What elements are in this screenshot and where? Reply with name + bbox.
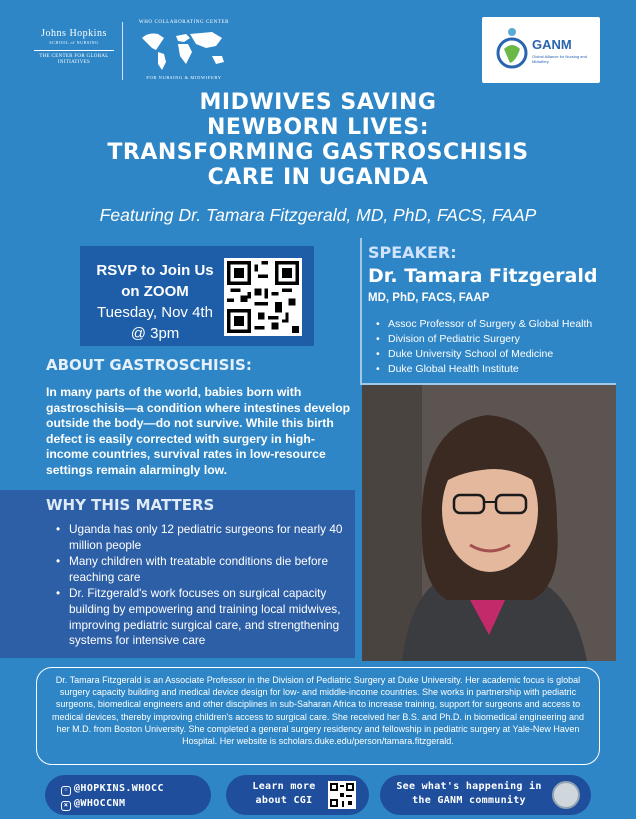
event-time: @ 3pm (130, 325, 180, 342)
social-handles-pill (45, 775, 211, 815)
rsvp-line-2: on ZOOM (121, 283, 189, 300)
list-item: • Many children with treatable conditions die before reaching care (56, 554, 354, 585)
who-collaborating-center-logo: WHO COLLABORATING CENTER FOR NURSING & MIDWIFERY (128, 20, 240, 82)
list-item: • Uganda has only 12 pediatric surgeons for nearly 40 million people (56, 522, 354, 553)
speaker-divider-vertical (360, 238, 362, 384)
x-link[interactable]: × @WHOCCNM (61, 798, 125, 811)
featuring-subtitle: Featuring Dr. Tamara Fitzgerald, MD, PhD, FACS, FAAP (99, 205, 537, 225)
about-body: In many parts of the world, babies born with gastroschisis—a condition where intestines develop outside the body—do not survive. While this birth defect is easily corrected with surgery in high-income countries, survival rates in low-resource settings remain alarmingly low. (46, 385, 351, 477)
speaker-credentials: MD, PhD, FACS, FAAP (368, 292, 490, 304)
list-item: • Duke University School of Medicine (376, 347, 592, 362)
list-item: • Division of Pediatric Surgery (376, 332, 592, 347)
about-heading: ABOUT GASTROSCHISIS: (46, 356, 252, 374)
ganm-globe-icon (496, 27, 528, 71)
instagram-link[interactable]: ◦ @HOPKINS.WHOCC (61, 783, 164, 796)
ganm-community-pill[interactable]: See what's happening in the GANM community (380, 775, 591, 815)
world-map-icon (136, 28, 232, 74)
johns-hopkins-logo: Johns Hopkins SCHOOL of NURSING THE CENTER FOR GLOBAL INITIATIVES (30, 28, 118, 66)
qr-code-icon (227, 261, 299, 333)
event-title: MIDWIVES SAVING NEWBORN LIVES: TRANSFORMING GASTROSCHISIS CARE IN UGANDA (107, 90, 529, 190)
list-item: • Duke Global Health Institute (376, 362, 592, 377)
x-icon: × (61, 801, 71, 811)
why-heading: WHY THIS MATTERS (46, 496, 215, 514)
rsvp-line-1: RSVP to Join Us (96, 262, 214, 279)
list-item: • Assoc Professor of Surgery & Global Health (376, 317, 592, 332)
logo-divider (122, 22, 123, 80)
cgi-qr-code[interactable] (328, 781, 356, 809)
instagram-icon: ◦ (61, 786, 71, 796)
speaker-photo (362, 385, 616, 661)
speaker-bio: Dr. Tamara Fitzgerald is an Associate Professor in the Division of Pediatric Surgery at Duke University. Her academic focus is global surgery capacity building and medical device design for low- and middle-income countries. She works in partnership with pediatric surgeons, biomedical engineers and other disciplines in sub-Saharan Africa to increase training, support for surgeons and access to medical devices, thereby improving children's access to surgical care. She received her B.S. and Ph.D. in biomedical engineering and her M.D. from Boston University. She completed a general surgery residency and fellowship in pediatric surgery at Yale-New Haven Hospital. Her website is scholars.duke.edu/person/tamara.fitzgerald. (36, 667, 600, 765)
cgi-pill[interactable]: Learn more about CGI (226, 775, 369, 815)
speaker-roles (376, 317, 592, 377)
speaker-name: Dr. Tamara Fitzgerald (368, 265, 598, 287)
zoom-qr-code[interactable] (224, 258, 302, 336)
portrait-image (362, 385, 616, 661)
event-date: Tuesday, Nov 4th (97, 304, 213, 321)
why-list (56, 522, 354, 650)
speaker-heading: SPEAKER: (368, 243, 457, 262)
ganm-logo: GANM Global Alliance for Nursing and Midwifery (482, 17, 600, 83)
qr-code-icon (330, 783, 354, 807)
rsvp-box (80, 246, 314, 346)
list-item: • Dr. Fitzgerald's work focuses on surgical capacity building by empowering and training local midwives, improving pediatric surgical care, and strengthening systems for intensive care (56, 586, 354, 648)
ganm-seal-icon (552, 781, 580, 809)
